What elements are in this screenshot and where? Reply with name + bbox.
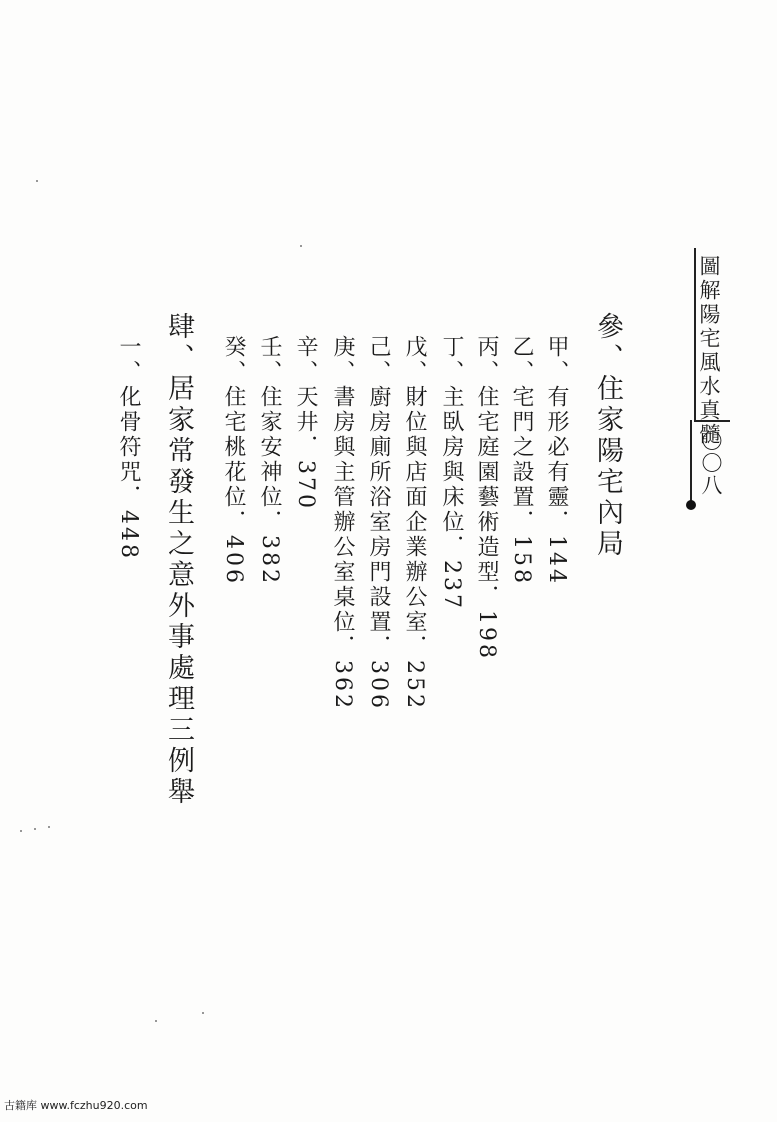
scan-speck — [202, 1012, 204, 1014]
toc-item: 辛、天井．370 — [293, 335, 318, 511]
toc-item: 庚、書房與主管辦公室桌位．362 — [330, 335, 355, 711]
header-bullet — [686, 500, 696, 510]
toc-item: 甲、有形必有靈．144 — [544, 335, 569, 586]
scan-speck — [155, 1020, 157, 1022]
toc-item: 壬、住家安神位．382 — [257, 335, 282, 586]
toc-item: 乙、宅門之設置．158 — [509, 335, 534, 586]
scan-speck — [20, 830, 22, 832]
toc-item: 丁、主臥房與床位．237 — [439, 335, 464, 611]
toc-item: 一、化骨符咒．448 — [116, 335, 141, 561]
site-watermark: 古籍库 www.fczhu920.com — [4, 1099, 148, 1112]
scan-speck — [300, 245, 302, 247]
toc-item: 己、廚房廁所浴室房門設置．306 — [366, 335, 391, 711]
toc-item: 戊、財位與店面企業辦公室．252 — [402, 335, 427, 711]
book-title: 圖解陽宅風水真髓 — [697, 255, 721, 447]
scan-speck — [34, 828, 36, 830]
page-number: 〇〇八 — [699, 430, 723, 496]
toc-item: 丙、住宅庭園藝術造型．198 — [474, 335, 499, 661]
scan-speck — [36, 180, 38, 182]
section-heading-4: 肆、居家常發生之意外事處理三例舉 — [163, 312, 194, 808]
header-rule — [690, 420, 692, 502]
scan-speck — [48, 826, 50, 828]
section-heading-3: 參、住家陽宅內局 — [592, 312, 623, 560]
toc-item: 癸、住宅桃花位．406 — [221, 335, 246, 586]
